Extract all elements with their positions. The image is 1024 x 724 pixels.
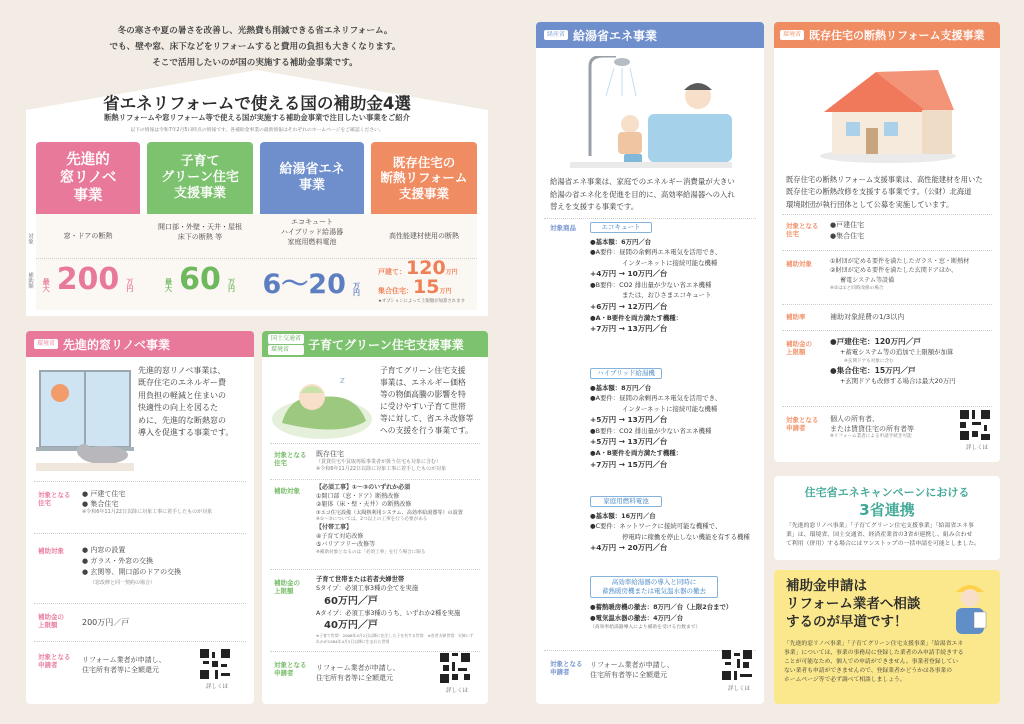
advice-body <box>784 640 964 685</box>
card-kosodate-title: 子育てグリーン住宅支援事業 <box>308 337 464 352</box>
pill-ecocute: エコキュート <box>590 222 652 233</box>
kyuto-fc-lines <box>590 511 750 554</box>
mado-limit-value: 200万円／戸 <box>82 618 130 627</box>
desc-line: 給湯省エネ事業は、家庭でのエネルギー消費量が大きい <box>550 177 735 186</box>
eco-line: +6万円 → 12万円／台 <box>590 301 668 311</box>
divider <box>782 406 992 407</box>
kosodate-optional-note: ※補助対象となるのは「必須工事」を行う場合に限る <box>316 550 426 556</box>
kizon-limit-line: +蓄電システム等の追加で上限額が加算 <box>840 347 954 356</box>
divider <box>34 533 246 534</box>
mado-subsidy-values <box>82 545 181 587</box>
kosodate-a-label: Aタイプ：必須工事3種のうち、いずれか2種を実施 <box>316 609 461 617</box>
card-kosodate-header <box>262 331 488 357</box>
kizon-target-label: 対象となる 住宅 <box>786 222 819 239</box>
removal-line: ●電気温水器の撤去：4万円／台 <box>590 613 684 622</box>
cat-kosodate <box>147 142 253 214</box>
divider <box>270 443 480 444</box>
kizon-qr-caption: 詳しくは <box>966 445 989 451</box>
kosodate-a-value: 40万円／戸 <box>324 620 378 632</box>
kyuto-product-label: 対象商品 <box>550 224 576 232</box>
amount-kizon <box>378 257 478 304</box>
window-cat-illustration <box>36 367 134 471</box>
divider <box>34 603 246 604</box>
kizon-qr-code[interactable] <box>960 410 990 440</box>
desc-line: 給湯の省エネ化を促進を目的に、高効率給湯器への入れ <box>550 189 735 199</box>
kyuto-qr-caption: 詳しくは <box>728 686 751 692</box>
eco-line: +4万円 → 10万円／台 <box>590 269 668 279</box>
card-mado-desc <box>138 365 233 439</box>
kosodate-optional-item: ④子育て対応改修 <box>316 532 364 540</box>
mado-applicant-value: リフォーム業者が申請し、 住宅所有者等に全額還元 <box>82 656 166 675</box>
mado-limit-label: 補助金の 上限額 <box>38 613 64 630</box>
kosodate-limit-title: 子育て世帯または若者夫婦世帯 <box>316 576 405 583</box>
kosodate-required-item: ②躯体（床・壁・天井）の断熱改修 <box>316 501 412 509</box>
divider <box>782 214 992 215</box>
amount-kizon-value1: 120 <box>406 257 446 279</box>
kizon-applicant-label: 対象となる 申請者 <box>786 416 819 433</box>
amount-kosodate-max: 最大 <box>164 277 173 292</box>
kizon-limit-line: ※玄関ドアも対象に含む <box>844 358 894 364</box>
kizon-subsidy-line: ②財団が定める要件を満たした玄関ドアほか、 <box>830 267 958 275</box>
hybrid-line: +5万円 → 13万円／台 <box>590 415 668 425</box>
desc-line: への支援を行う事業です。 <box>380 426 473 436</box>
kosodate-s-value: 60万円／戸 <box>324 595 378 607</box>
removal-line: ●蓄熱暖房機の撤去：8万円／台（上限2台まで） <box>590 603 733 611</box>
campaign-body <box>786 522 980 549</box>
desc-line: 環境財団が執行団体として公募を実施しています。 <box>786 199 954 209</box>
amount-mado-value: 200 <box>56 262 120 297</box>
eco-line: +7万円 → 13万円／台 <box>590 324 668 334</box>
mado-target-item: ● 集合住宅 <box>82 500 119 509</box>
advice-line: ことが可能なため、個人での申請ができません。事業者登録してい <box>784 658 959 665</box>
divider <box>782 304 992 305</box>
campaign-line: 「先進的窓リノベ事業」「子育てグリーン住宅支援事業」「給湯省エネ事 <box>786 523 974 529</box>
divider <box>34 481 246 482</box>
amount-mado-unit: 万円 <box>125 277 134 292</box>
kosodate-required-item: ③エコ住宅設備（太陽熱利用システム、高効率給湯器等）の設置 <box>316 510 463 517</box>
kizon-limit-values <box>830 336 956 386</box>
kizon-applicant-note: ※リフォーム業者による申請手続き可能 <box>830 434 912 440</box>
sleeping-baby-illustration <box>270 363 374 443</box>
kyuto-removal-lines <box>590 602 732 632</box>
kizon-subsidy-line: ①財団が定める要件を満たしたガラス・窓・断熱材 <box>830 258 970 265</box>
amount-kyuto-value: 6〜20 <box>262 269 346 300</box>
amount-mado-max: 最大 <box>42 277 51 292</box>
mado-subsidy-item: ● ガラス・外窓の交換 <box>82 557 154 566</box>
advice-line: 事業」については、事業の事務局に登録した業者のみ申請手続きする <box>784 649 964 656</box>
card-kyuto <box>536 22 764 704</box>
pill-hybrid: ハイブリッド給湯機 <box>590 368 662 379</box>
advice-box <box>774 570 1000 704</box>
kyuto-qr-code[interactable] <box>722 650 752 680</box>
amount-kosodate-unit: 万円 <box>227 277 236 292</box>
card-mado-tag: 環境省 <box>34 339 58 349</box>
card-kizon <box>774 22 1000 462</box>
advice-title <box>786 578 920 631</box>
worker-illustration <box>948 578 992 636</box>
card-kizon-title: 既存住宅の断熱リフォーム支援事業 <box>809 29 985 42</box>
kosodate-qr-caption: 詳しくは <box>446 688 469 694</box>
campaign-title-2: 3省連携 <box>859 501 915 519</box>
kizon-subsidy-note: ※②は①と同時改修の場合 <box>830 286 884 292</box>
mado-applicant-label: 対象となる 申請者 <box>38 653 71 670</box>
eco-line: または、おひさまエコキュート <box>622 291 712 300</box>
eco-line: ●A・B要件を両方満たす機種： <box>590 313 683 322</box>
eco-line: ●A要件：昼間の余剰再エネ電気を活用でき、 <box>590 248 722 257</box>
kizon-target-item: ●集合住宅 <box>830 232 865 241</box>
advice-line: ない業者も申請ができませんので、登録業者かどうかは各事業の <box>784 667 952 674</box>
hybrid-line: ●基本額：8万円／台 <box>590 384 652 392</box>
campaign-box <box>774 476 1000 560</box>
kyuto-applicant-value: リフォーム業者が申請し、 住宅所有者等に全額還元 <box>590 661 674 680</box>
col-mado-target: 窓・ドアの断熱 <box>63 232 113 240</box>
fc-line: ●基本額：16万円／台 <box>590 512 656 520</box>
campaign-title-1: 住宅省エネキャンペーンにおける <box>804 486 970 499</box>
kosodate-applicant-label: 対象となる 申請者 <box>274 661 307 678</box>
intro-line-3: そこで活用したいのが国の実施する補助金事業です。 <box>152 57 358 68</box>
cat-mado <box>36 142 140 214</box>
amount-kyuto-unit: 万円 <box>352 281 361 296</box>
row-label-target: 対象 <box>27 233 33 244</box>
col-kosodate-target: 開口部・外壁・天井・屋根 床下の断熱 等 <box>158 223 242 241</box>
advice-line: 「先進的窓リノベ事業」「子育てグリーン住宅支援事業」「給湯省エネ <box>784 641 964 647</box>
amount-kizon-unit1: 万円 <box>445 269 458 276</box>
kizon-applicant-value: 個人の所有者、 または賃貸住宅の所有者等 <box>830 415 914 434</box>
kosodate-qr-code[interactable] <box>440 653 470 683</box>
cat-kosodate-label: 子育て グリーン住宅 支援事業 <box>161 153 239 202</box>
divider <box>270 569 480 570</box>
card-kosodate-tag2: 環境省 <box>268 345 304 355</box>
divider <box>34 641 246 642</box>
desc-line: 子育てグリーン住宅支援 <box>380 366 466 375</box>
mado-target-values <box>82 489 212 517</box>
hybrid-line: +7万円 → 15万円／台 <box>590 459 668 469</box>
kizon-limit-line: +玄関ドアも改修する場合は最大20万円 <box>840 376 956 385</box>
kosodate-applicant-value: リフォーム業者が申請し、 住宅所有者等に全額還元 <box>316 664 400 683</box>
col-kyuto-target: エコキュート ハイブリッド給湯器 家庭用燃料電池 <box>280 218 344 246</box>
svg-text:z: z <box>340 376 345 386</box>
amount-mado <box>36 262 140 297</box>
kosodate-target-values <box>316 449 446 474</box>
overview-note: 以下の情報は令和7年2月5日時点の情報です。各補助金事業の最新情報はそれぞれのホームページをご確認ください。 <box>130 128 384 133</box>
card-kosodate-desc <box>380 365 473 437</box>
kyuto-eco-lines <box>590 237 721 335</box>
advice-title-3: するのが早道です！ <box>786 613 908 630</box>
divider <box>270 651 480 652</box>
desc-line: 先進的窓リノベ事業は、 <box>138 366 226 375</box>
kosodate-optional-title: 【付帯工事】 <box>316 524 353 532</box>
card-kizon-desc <box>786 174 983 211</box>
kizon-subsidy-values <box>830 257 969 292</box>
pill-fuelcell: 家庭用燃料電池 <box>590 496 662 507</box>
desc-line: 用負担の軽減と住まいの <box>138 390 226 400</box>
mado-target-label: 対象となる 住宅 <box>38 491 71 508</box>
cat-kizon-label: 既存住宅の 断熱リフォーム 支援事業 <box>380 154 468 201</box>
desc-line: 事業は、エネルギー価格 <box>380 378 466 388</box>
card-kyuto-desc <box>550 176 735 214</box>
card-kyuto-tag: 経産省 <box>544 30 568 40</box>
kizon-subsidy-label: 補助対象 <box>786 260 812 268</box>
kizon-rate-label: 補助率 <box>786 313 806 321</box>
kosodate-required-item: ①開口部（窓・ドア）断熱改修 <box>316 492 400 500</box>
card-kosodate <box>262 331 488 704</box>
advice-title-2: リフォーム業者へ相談 <box>786 595 921 612</box>
hybrid-line: インターネットに接続可能な機種 <box>622 404 718 413</box>
bath-illustration <box>570 56 732 168</box>
desc-line: 既存住宅のエネルギー費 <box>138 378 226 388</box>
hybrid-line: ●B要件：CO2 排出量が少ない省エネ機種 <box>590 427 712 436</box>
kosodate-target-value: 既存住宅 <box>316 450 344 458</box>
kizon-target-item: ●戸建住宅 <box>830 221 865 229</box>
cat-kyuto <box>260 142 364 214</box>
cat-kizon <box>371 142 477 214</box>
kosodate-limit-note: ※子育て世帯：2006年4月2日以降に出生した子を有する世帯 ※若者夫婦世帯：夫婦いずれかが1984年4月2日以降に生まれた世帯 <box>316 633 474 644</box>
mado-subsidy-label: 補助対象 <box>38 547 64 555</box>
eco-line: ●基本額：6万円／台 <box>590 238 652 246</box>
mado-target-item: ● 戸建て住宅 <box>82 490 126 498</box>
desc-line: 替えを支援する事業です。 <box>550 202 639 212</box>
mado-qr-caption: 詳しくは <box>206 684 229 690</box>
eco-line: インターネットに接続可能な機種 <box>622 258 718 267</box>
overview-subtitle: 断熱リフォームや窓リフォーム等で使える国が実施する補助金事業で注目したい事業をご紹介 <box>104 113 410 122</box>
cat-mado-label: 先進的 窓リノベ 事業 <box>59 151 117 205</box>
card-mado-title: 先進的窓リノベ事業 <box>63 337 171 352</box>
kosodate-optional-item: ⑤バリアフリー改修等 <box>316 541 376 549</box>
kizon-rate-value: 補助対象経費の1/3以内 <box>830 313 905 321</box>
mado-subsidy-item: ● 玄関等、開口部のドアの交換 <box>82 568 182 577</box>
desc-line: 快適性の向上を図るた <box>138 403 218 413</box>
mado-subsidy-item: ● 内窓の設置 <box>82 546 126 554</box>
kizon-applicant-values <box>830 414 914 441</box>
amount-kyuto <box>260 262 364 301</box>
mado-qr-code[interactable] <box>200 649 230 679</box>
desc-line: に受けやすい子育て世帯 <box>380 402 466 412</box>
kizon-limit-label: 補助金の 上限額 <box>786 340 812 357</box>
card-mado-header <box>26 331 254 357</box>
kizon-target-values <box>830 220 864 242</box>
amount-kizon-unit2: 万円 <box>439 288 452 295</box>
kosodate-target-note2: ※令和6年11月22日以降に対象工事に着手したものが対象 <box>316 466 447 473</box>
kosodate-limit-values <box>316 575 476 644</box>
advice-line: ホームページ等で必ず調べて相談しましょう。 <box>784 676 906 683</box>
divider <box>270 479 480 480</box>
house-illustration <box>818 64 958 164</box>
campaign-line: 業」は、環境省、国土交通省、経済産業省の3省が連携し、組み合わせ <box>786 532 973 539</box>
pill-removal: 高効率給湯器の導入と同時に 蓄熱暖房機または電気温水器の撤去 <box>590 576 718 598</box>
kosodate-subsidy-values <box>316 484 463 557</box>
hybrid-line: ●A要件：昼間の余剰再エネ電気を活用でき、 <box>590 394 722 403</box>
advice-title-1: 補助金申請は <box>786 578 867 594</box>
mado-subsidy-note: （窓改修と同一契約の場合） <box>90 579 156 586</box>
card-kyuto-header <box>536 22 764 48</box>
kosodate-subsidy-label: 補助対象 <box>274 487 300 495</box>
eco-line: ●B要件：CO2 排出量が少ない省エネ機種 <box>590 281 712 290</box>
kizon-limit-line: ●戸建住宅：120万円／戸 <box>830 337 921 346</box>
amount-kizon-label1: 戸建て： <box>378 268 406 276</box>
cat-kyuto-label: 給湯省エネ 事業 <box>279 161 345 193</box>
campaign-line: て利用（併用）する場合にはワンストップの一括申請を可能としました。 <box>786 541 981 548</box>
kosodate-s-label: Sタイプ：必須工事3種の全てを実施 <box>316 585 419 593</box>
amount-kizon-line2 <box>378 276 478 298</box>
intro-line-2: でも、壁や窓、床下などをリフォームすると費用の負担も大きくなります。 <box>109 41 401 52</box>
divider <box>782 250 992 251</box>
hybrid-line: +5万円 → 13万円／台 <box>590 437 668 447</box>
divider <box>544 218 756 219</box>
kyuto-hybrid-lines <box>590 383 721 471</box>
kosodate-target-note1: （賃貸住宅や買取再販事業者が扱う住宅も対象に含む） <box>316 459 442 466</box>
desc-line: 等に対して、省エネ改修等 <box>380 414 474 424</box>
row-label-amount: 補助額 <box>27 272 33 289</box>
card-kizon-header <box>774 22 1000 48</box>
amount-kosodate-value: 60 <box>179 262 221 297</box>
kizon-subsidy-line: 蓄電システム等設備 <box>840 276 895 284</box>
kizon-limit-line: ●集合住宅：15万円／戸 <box>830 365 916 375</box>
mado-target-note: ※令和6年11月22日以降に対象工事に着手したものが対象 <box>82 509 213 516</box>
kyuto-applicant-label: 対象となる 申請者 <box>550 660 583 677</box>
amount-kosodate <box>147 262 253 297</box>
amount-kizon-note: ★オプションによって上限額が加算されます <box>378 299 465 304</box>
amount-kizon-value2: 15 <box>413 276 440 298</box>
card-kosodate-tags <box>268 334 304 355</box>
kosodate-required-title: 【必須工事】①〜③のいずれか必須 <box>316 484 411 491</box>
hybrid-line: ●A・B要件を両方満たす機種： <box>590 449 683 458</box>
card-mado <box>26 331 254 704</box>
amount-kizon-label2: 集合住宅： <box>378 287 413 295</box>
divider <box>782 330 992 331</box>
removal-line: （高効率給湯器導入により補助を受ける台数まで） <box>590 624 701 630</box>
card-kyuto-title: 給湯省エネ事業 <box>573 28 658 43</box>
fc-line: ●C要件：ネットワークに接続可能な機種で、 <box>590 522 722 531</box>
kosodate-required-note: ※①〜③については、2つ以上の工事を行う必要がある <box>316 517 428 523</box>
card-kizon-tag: 環境省 <box>780 30 804 40</box>
kosodate-target-label: 対象となる 住宅 <box>274 451 307 468</box>
right-page <box>512 0 1024 724</box>
overview-title: 省エネリフォームで使える国の補助金4選 <box>103 94 411 113</box>
desc-line: 既存住宅の断熱リフォーム支援事業は、高性能建材を用いた <box>786 175 983 184</box>
intro-line-1: 冬の寒さや夏の暑さを改善し、光熱費も削減できる省エネリフォーム。 <box>117 26 393 36</box>
card-kosodate-tag1: 国土交通省 <box>268 334 304 344</box>
intro-text <box>60 24 450 72</box>
desc-line: 既存住宅の断熱改修を支援する事業です。（公財）北海道 <box>786 187 972 197</box>
desc-line: めに、先進的な断熱窓の <box>138 415 226 425</box>
desc-line: 導入を促進する事業です。 <box>138 427 234 437</box>
col-kizon-target: 高性能建材使用の断熱 <box>389 232 459 240</box>
desc-line: 等の物価高騰の影響を特 <box>380 390 466 400</box>
kosodate-limit-label: 補助金の 上限額 <box>274 579 300 596</box>
fc-line: +4万円 → 20万円／台 <box>590 543 668 553</box>
fc-line: 停電時に稼働を停止しない機能を有する機種 <box>622 532 750 541</box>
